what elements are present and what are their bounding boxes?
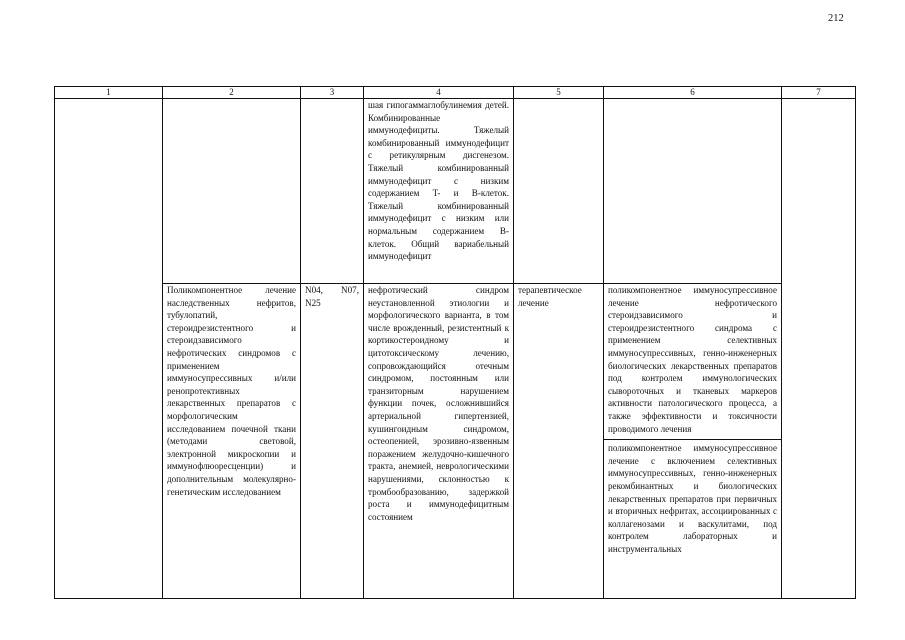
cell-col3-continued — [301, 99, 364, 284]
treatment-method-2: поликомпонентное иммуносупрессивное лечение с включением селективных иммуносупрессивных, генно-инженерных рекомбинантных и биологических лекарственных препаратов при первичных и вторичных нефритах, ассоциированных с коллагенозами и васкулитами, под контролем лабораторных и инструментальных — [608, 443, 777, 554]
column-header-5: 5 — [514, 87, 604, 99]
column-header-2: 2 — [163, 87, 301, 99]
treatment-kind: терапевтическое лечение — [514, 284, 604, 599]
disease-model: нефротический синдром неустановленной этиологии и морфологического варианта, в том числе врожденный, резистентный к кортикостероидному и цитотоксическому лечению, сопровождающийся отечным синдромом, постоянным или транзиторным нарушением функции почек, осложнившийся артериальной гипертензией, кушингоидным синдромом, остеопенией, эрозивно-язвенным поражением желудочно-кишечного тракта, анемией, неврологическими нарушениями, склонностью к тромбообразованию, задержкой роста и иммунодефицитным состоянием — [364, 284, 514, 599]
icd-codes: N04, N07, N25 — [301, 284, 364, 599]
column-header-3: 3 — [301, 87, 364, 99]
cell-col2-continued — [163, 99, 301, 284]
column-header-7: 7 — [782, 87, 856, 99]
page-number: 212 — [828, 13, 844, 24]
method-divider — [604, 439, 781, 440]
table-row-treatment — [55, 284, 856, 599]
medical-care-table — [54, 86, 856, 599]
disease-list-continued: шая гипогаммаглобулинемия детей. Комбинированные иммунодефициты. Тяжелый комбинированный иммунодефицит с ретикулярным дисгенезом. Тяжелый комбинированный иммунодефицит с низким содержанием T- и B-клеток. Тяжелый комбинированный иммунодефицит с низким или нормальным содержанием B-клеток. Общий вариабельный иммунодефицит — [364, 99, 514, 284]
treatment-method-1: поликомпонентное иммуносупрессивное лечение нефротического стероидзависимого и стероидрезистентного синдрома с применением селективных иммуносупрессивных, генно-инженерных биологических лекарственных препаратов под контролем иммунологических сывороточных и тканевых маркеров активности патологического процесса, а также эффективности и токсичности проводимого лечения — [608, 285, 777, 434]
cell-col7 — [782, 99, 856, 599]
cell-col1 — [55, 99, 163, 599]
treatment-type-name: Поликомпонентное лечение наследственных нефритов, тубулопатий, стероидрезистентного и стероидзависимого нефротических синдромов с применением иммуносупрессивных и/или ренопротективных лекарственных препаратов с морфологическим исследованием почечной ткани (методами световой, электронной микроскопии и иммунофлюоресценции) и дополнительным молекулярно-генетическим исследованием — [163, 284, 301, 599]
header-row — [55, 87, 856, 99]
cell-col6-continued — [604, 99, 782, 284]
treatment-methods-cell — [604, 284, 782, 599]
cell-col5-continued — [514, 99, 604, 284]
table-row-continued — [55, 99, 856, 284]
column-header-6: 6 — [604, 87, 782, 99]
column-header-1: 1 — [55, 87, 163, 99]
column-header-4: 4 — [364, 87, 514, 99]
